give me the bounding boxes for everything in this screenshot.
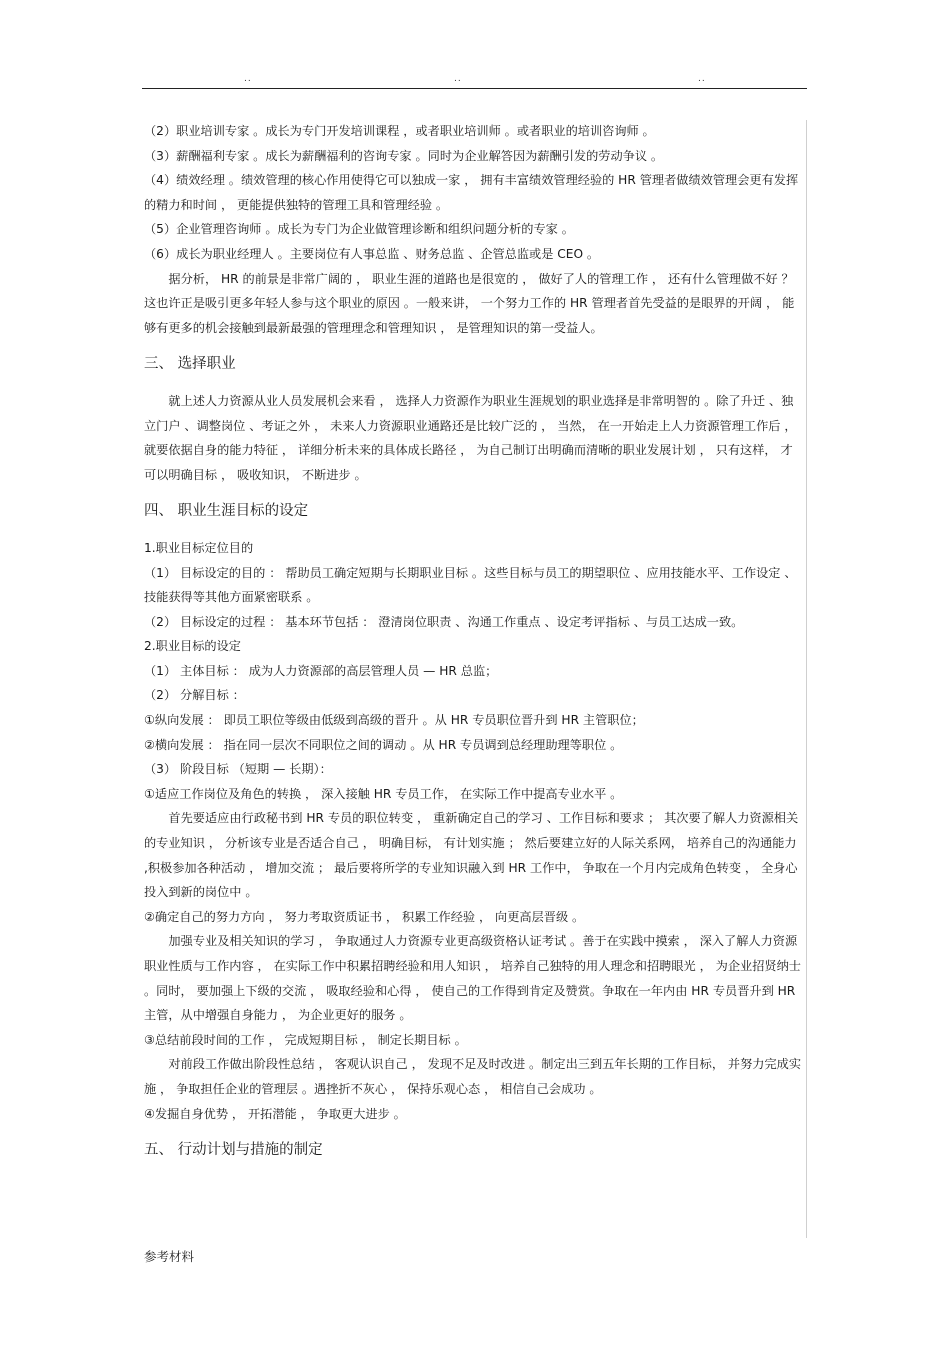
paragraph: ③总结前段时间的工作 ， 完成短期目标 ， 制定长期目标 。 [144, 1032, 467, 1047]
section-heading: 三、 选择职业 [144, 356, 236, 373]
section-heading: 五、 行动计划与措施的制定 [144, 1142, 323, 1159]
paragraph: （4）绩效经理 。绩效管理的核心作用使得它可以独成一家 ， 拥有丰富绩效管理经验的 HR 管理者做绩效管理会更有发挥的精力和时间 ， 更能提供独特的管理工具和管理经验 。 [144, 173, 799, 212]
paragraph: （3）薪酬福利专家 。成长为薪酬福利的咨询专家 。同时为企业解答因为薪酬引发的劳动争议 。 [144, 148, 664, 163]
paragraph: （1） 目标设定的目的 ： 帮助员工确定短期与长期职业目标 。这些目标与员工的期望职位 、应用技能水平、工作设定 、技能获得等其他方面紧密联系 。 [144, 565, 797, 605]
paragraph: ②横向发展 ： 指在同一层次不同职位之间的调动 。从 HR 专员调到总经理助理等职位 。 [144, 737, 623, 752]
paragraph: （2） 分解目标 ： [144, 688, 245, 703]
paragraph: （1） 主体目标 ： 成为人力资源部的高层管理人员 — HR 总监； [144, 663, 498, 678]
paragraph: ①纵向发展 ： 即员工职位等级由低级到高级的晋升 。从 HR 专员职位晋升到 HR 主管职位； [144, 713, 644, 728]
paragraph: （5）企业管理咨询师 。成长为专门为企业做管理诊断和组织问题分析的专家 。 [144, 222, 574, 237]
paragraph: 据分析， HR 的前景是非常广阔的 ， 职业生涯的道路也是很宽的 ， 做好了人的管理工作 ， 还有什么管理做不好 ？ 这也许正是吸引更多年轻人参与这个职业的原因 。一般来讲， 一个努力工作的 HR 管理者首先受益的是眼界的开阔 ， 能够有更多的机会接触到最新最强的管理理念和管理知识 ， 是管理知识的第一受益人。 [144, 271, 795, 335]
paragraph: （2）职业培训专家 。成长为专门开发培训课程 ，或者职业培训师 。或者职业的培训咨询师 。 [144, 124, 655, 138]
subsection-heading: 2.职业目标的设定 [144, 639, 241, 654]
paragraph: ④发掘自身优势 ， 开拓潜能 ， 争取更大进步 。 [144, 1106, 406, 1121]
paragraph: 加强专业及相关知识的学习 ， 争取通过人力资源专业更高级资格认证考试 。善于在实践中摸索 ， 深入了解人力资源职业性质与工作内容 ， 在实际工作中积累招聘经验和用人知识 ， 培养自己独特的用人理念和招聘眼光 ， 为企业招贤纳士 。同时， 要加强上下级的交流 ， 吸取经验和心得 ， 使自己的工作得到肯定及赞赏。争取在一年内由 HR 专员晋升到 HR 主管，从中增强自身能力 ， 为企业更好的服务 。 [144, 934, 801, 1023]
page-footer: 参考材料 [144, 1249, 195, 1264]
subsection-heading: 1.职业目标定位目的 [144, 540, 254, 555]
header-dots-center: .. [454, 74, 462, 84]
paragraph: ①适应工作岗位及角色的转换 ， 深入接触 HR 专员工作， 在实际工作中提高专业水平 。 [144, 786, 623, 801]
paragraph: （6）成长为职业经理人 。主要岗位有人事总监 、财务总监 、企管总监或是 CEO 。 [144, 246, 600, 261]
paragraph: 对前段工作做出阶段性总结 ， 客观认识自己 ， 发现不足及时改进 。制定出三到五年长期的工作目标， 并努力完成实施 ， 争取担任企业的管理层 。遇挫折不灰心 ， 保持乐观心态 ， 相信自己会成功 。 [144, 1057, 802, 1096]
paragraph: 就上述人力资源从业人员发展机会来看 ， 选择人力资源作为职业生涯规划的职业选择是非常明智的 。除了升迁 、独立门户 、调整岗位 、考证之外 ， 未来人力资源职业通路还是比较广泛的 ， 当然， 在一开始走上人力资源管理工作后 ， 就要依据自身的能力特征 ， 详细分析未来的具体成长路径 ， 为自己制订出明确而清晰的职业发展计划 ， 只有这样， 才可以明确目标 ， 吸收知识， 不断进步 。 [144, 393, 797, 482]
section-heading: 四、 职业生涯目标的设定 [144, 503, 309, 520]
paragraph: （3） 阶段目标 （短期 — 长期）： [144, 762, 332, 777]
header-dots-left: .. [244, 74, 252, 84]
header-dots-right: .. [698, 74, 706, 84]
paragraph: （2） 目标设定的过程 ： 基本环节包括 ： 澄清岗位职责 、沟通工作重点 、设定考评指标 、与员工达成一致。 [144, 614, 744, 629]
header-rule [142, 88, 807, 89]
margin-rule [806, 120, 807, 1238]
document-body [144, 119, 802, 1175]
paragraph: 首先要适应由行政秘书到 HR 专员的职位转变 ， 重新确定自己的学习 、工作目标和要求 ； 其次要了解人力资源相关的专业知识 ， 分析该专业是否适合自己 ， 明确目标， 有计划实施 ； 然后要建立好的人际关系网， 培养自己的沟通能力 ,积极参加各种活动 ， 增加交流 ； 最后要将所学的专业知识融入到 HR 工作中， 争取在一个月内完成角色转变 ， 全身心投入到新的岗位中 。 [144, 811, 799, 900]
paragraph: ②确定自己的努力方向 ， 努力考取资质证书 ， 积累工作经验 ， 向更高层晋级 。 [144, 909, 585, 924]
